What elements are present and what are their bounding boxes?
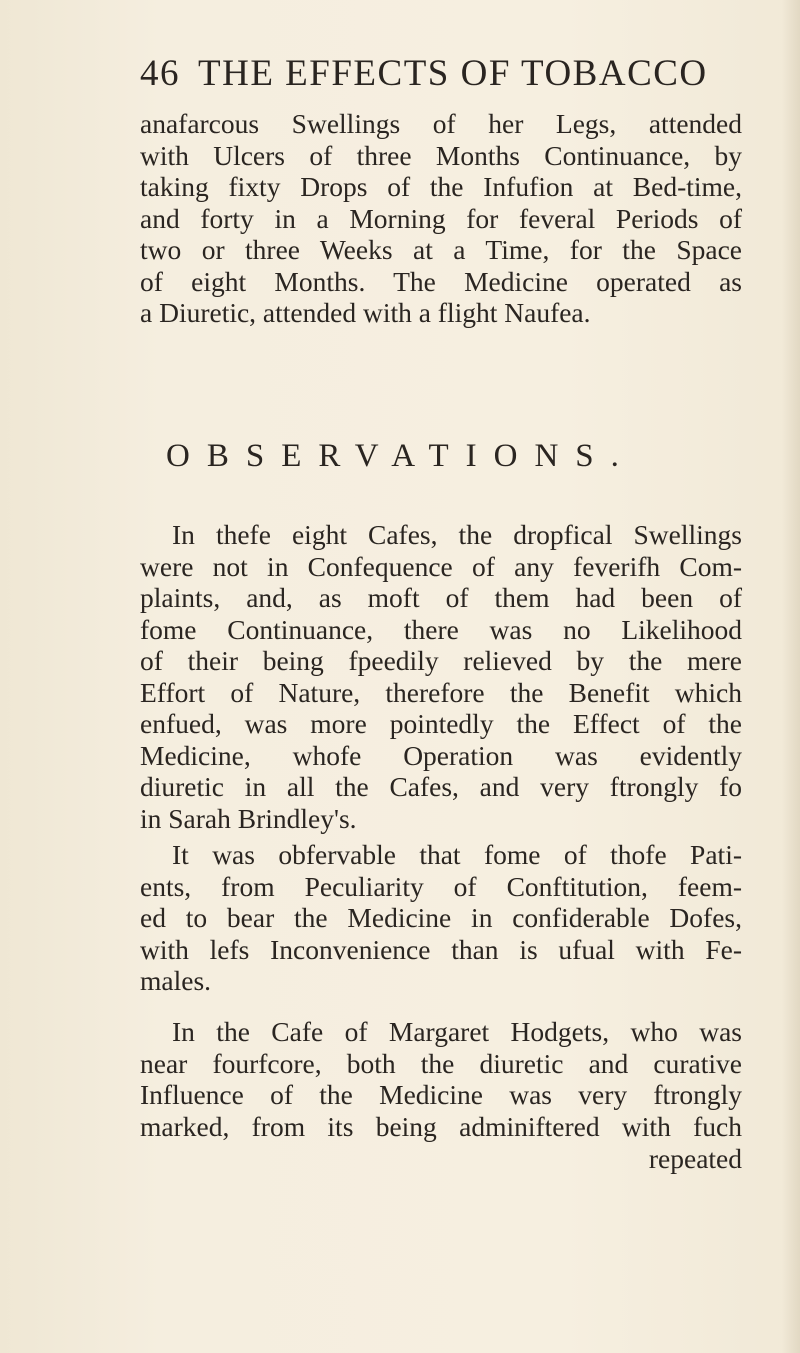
- page-edge-shadow: [782, 0, 800, 1353]
- text-line: and forty in a Morning for feveral Periods of: [140, 202, 742, 234]
- text-line: Medicine, whofe Operation was evidently: [140, 739, 742, 771]
- paragraph-constitution: [140, 839, 742, 997]
- text-line: a Diuretic, attended with a flight Naufea.: [140, 297, 591, 328]
- text-line: In the Cafe of Margaret Hodgets, who was: [172, 1016, 742, 1047]
- page-number: 46: [140, 53, 180, 94]
- text-line: ents, from Peculiarity of Conftitution, feem-: [140, 870, 742, 902]
- text-line: anafarcous Swellings of her Legs, attended: [140, 108, 742, 139]
- text-line: near fourfcore, both the diuretic and curative: [140, 1047, 742, 1079]
- text-line: of eight Months. The Medicine operated as: [140, 265, 742, 297]
- text-line: diuretic in all the Cafes, and very ftrongly fo: [140, 771, 742, 802]
- text-line: of their being fpeedily relieved by the mere: [140, 645, 742, 676]
- text-line: plaints, and, as moft of them had been of: [140, 582, 742, 613]
- text-line: Effort of Nature, therefore the Benefit which: [140, 676, 742, 708]
- text-line: It was obfervable that fome of thofe Pati-: [172, 839, 742, 870]
- text-line: enfued, was more pointedly the Effect of the: [140, 708, 742, 739]
- text-line: in Sarah Brindley's.: [140, 802, 357, 834]
- text-line: with lefs Inconvenience than is ufual with Fe-: [140, 933, 742, 965]
- running-head: [140, 52, 760, 95]
- text-line: two or three Weeks at a Time, for the Space: [140, 234, 742, 265]
- text-line: Influence of the Medicine was very ftrongly: [140, 1079, 742, 1110]
- section-heading: OBSERVATIONS.: [166, 438, 636, 474]
- text-line: were not in Confequence of any feverifh Com-: [140, 550, 742, 582]
- text-line: ed to bear the Medicine in confiderable Dofes,: [140, 902, 742, 933]
- paragraph-case-continuation: [140, 108, 742, 329]
- text-line: In thefe eight Cafes, the dropfical Swellings: [172, 519, 742, 550]
- text-line: fome Continuance, there was no Likelihood: [140, 613, 742, 645]
- running-title: THE EFFECTS OF TOBACCO: [198, 53, 708, 94]
- text-line: with Ulcers of three Months Continuance, by: [140, 139, 742, 171]
- text-line: males.: [140, 965, 212, 996]
- text-line: taking fixty Drops of the Infufion at Bed-time,: [140, 171, 742, 202]
- paragraph-margaret-hodgets: [140, 1016, 742, 1142]
- paragraph-observations: [140, 519, 742, 834]
- text-line: marked, from its being adminiftered with fuch: [140, 1110, 742, 1142]
- catchword: repeated: [648, 1143, 742, 1174]
